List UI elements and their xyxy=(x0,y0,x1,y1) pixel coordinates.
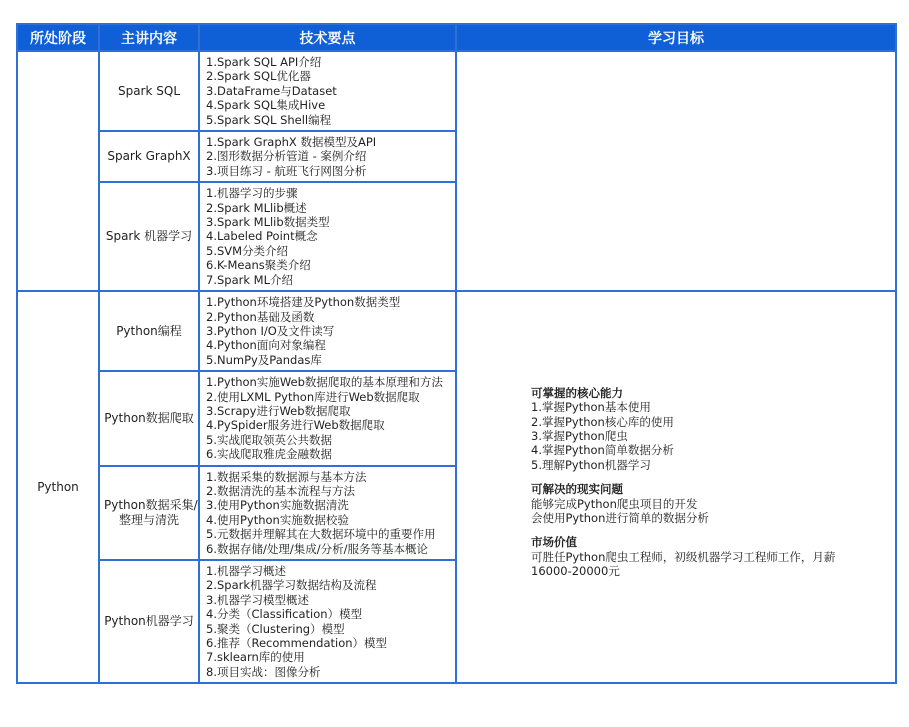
topic-cell xyxy=(99,51,199,131)
point-item: 2.Spark机器学习数据结构及流程 xyxy=(206,578,377,593)
point-item: 1.Spark SQL API介绍 xyxy=(206,55,322,69)
goal-line: 2.掌握Python核心库的使用 xyxy=(531,414,674,429)
topic-title: Python数据采集/ xyxy=(104,498,198,513)
point-item: 3.机器学习模型概述 xyxy=(206,592,309,607)
point-item: 7.Spark ML介绍 xyxy=(206,272,293,287)
topic-cell xyxy=(99,560,199,683)
point-item: 5.SVM分类介绍 xyxy=(206,243,289,258)
point-item: 3.Spark MLlib数据类型 xyxy=(206,215,330,230)
points-cell xyxy=(199,560,456,683)
point-item: 2.数据清洗的基本流程与方法 xyxy=(206,483,355,498)
point-item: 3.Scrapy进行Web数据爬取 xyxy=(206,403,351,418)
topic-title: Spark 机器学习 xyxy=(105,229,193,244)
goal-section xyxy=(531,386,895,472)
point-item: 1.Python环境搭建及Python数据类型 xyxy=(206,295,401,310)
point-item: 5.NumPy及Pandas库 xyxy=(206,352,322,367)
point-item: 4.使用Python实施数据校验 xyxy=(206,512,349,527)
point-item: 6.实战爬取雅虎金融数据 xyxy=(206,447,332,462)
point-item: 5.实战爬取领英公共数据 xyxy=(206,432,332,447)
point-item: 6.数据存储/处理/集成/分析/服务等基本概论 xyxy=(206,541,428,556)
table-body xyxy=(17,51,896,683)
point-item: 2.Spark SQL优化器 xyxy=(206,69,311,84)
topic-title: Python数据爬取 xyxy=(104,411,194,426)
points-cell xyxy=(199,371,456,465)
point-item: 8.项目实战：图像分析 xyxy=(206,664,321,679)
point-item: 3.Python I/O及文件读写 xyxy=(206,323,335,338)
point-item: 6.推荐（Recommendation）模型 xyxy=(206,636,388,651)
point-item: 2.Python基础及函数 xyxy=(206,309,315,324)
point-item: 1.机器学习概述 xyxy=(206,564,286,578)
point-item: 1.Spark GraphX 数据模型及API xyxy=(206,135,377,150)
goal-title: 可掌握的核心能力 xyxy=(531,385,623,400)
point-item: 6.K-Means聚类介绍 xyxy=(206,258,311,273)
goal-title: 可解决的现实问题 xyxy=(531,482,623,497)
point-item: 5.聚类（Clustering）模型 xyxy=(206,621,345,636)
point-item: 4.PySpider服务进行Web数据爬取 xyxy=(206,418,385,433)
header-points: 技术要点 xyxy=(199,24,456,51)
curriculum-table xyxy=(16,23,897,684)
point-item: 3.DataFrame与Dataset xyxy=(206,83,337,98)
topic-cell xyxy=(99,131,199,182)
point-item: 3.使用Python实施数据清洗 xyxy=(206,498,349,513)
topic-title: 整理与清洗 xyxy=(118,512,179,527)
points-cell xyxy=(199,131,456,182)
point-item: 2.Spark MLlib概述 xyxy=(206,200,307,215)
point-item: 3.项目练习 - 航班飞行网图分析 xyxy=(206,163,367,178)
point-item: 5.元数据并理解其在大数据环境中的重要作用 xyxy=(206,527,436,542)
point-item: 5.Spark SQL Shell编程 xyxy=(206,112,332,127)
topic-cell xyxy=(99,371,199,465)
goal-title: 市场价值 xyxy=(531,535,577,550)
goal-section xyxy=(531,482,895,525)
point-item: 4.Python面向对象编程 xyxy=(206,338,326,353)
topic-cell xyxy=(99,182,199,291)
point-item: 4.Labeled Point概念 xyxy=(206,229,318,244)
points-cell xyxy=(199,291,456,371)
topic-title: Spark GraphX xyxy=(107,149,191,164)
goal-line: 1.掌握Python基本使用 xyxy=(531,400,651,415)
points-cell xyxy=(199,182,456,291)
header-topic: 主讲内容 xyxy=(99,24,199,51)
topic-title: Spark SQL xyxy=(117,83,181,98)
goal-line: 可胜任Python爬虫工程师，初级机器学习工程师工作，月薪 xyxy=(531,549,836,564)
point-item: 4.Spark SQL集成Hive xyxy=(206,98,326,113)
goal-line: 会使用Python进行简单的数据分析 xyxy=(531,510,709,525)
goals-cell xyxy=(456,51,896,291)
goals-cell xyxy=(456,291,896,683)
goal-section xyxy=(531,535,895,578)
stage-cell: Python xyxy=(17,291,99,683)
topic-cell xyxy=(99,291,199,371)
point-item: 1.机器学习的步骤 xyxy=(206,186,298,201)
goal-line: 3.掌握Python爬虫 xyxy=(531,428,628,443)
goal-line: 5.理解Python机器学习 xyxy=(531,457,651,472)
goal-line: 4.掌握Python简单数据分析 xyxy=(531,443,674,458)
table-row xyxy=(17,291,896,371)
point-item: 7.sklearn库的使用 xyxy=(206,650,305,665)
header-goals: 学习目标 xyxy=(456,24,896,51)
goal-line: 16000-20000元 xyxy=(531,564,620,579)
topic-title: Python编程 xyxy=(116,323,182,338)
point-item: 1.Python实施Web数据爬取的基本原理和方法 xyxy=(206,375,443,390)
point-item: 2.使用LXML Python库进行Web数据爬取 xyxy=(206,389,420,404)
topic-title: Python机器学习 xyxy=(104,614,194,629)
header-row xyxy=(17,24,896,51)
topic-cell xyxy=(99,466,199,560)
stage-cell xyxy=(17,51,99,291)
table-row xyxy=(17,51,896,131)
point-item: 4.分类（Classification）模型 xyxy=(206,607,363,622)
header-stage: 所处阶段 xyxy=(17,24,99,51)
point-item: 2.图形数据分析管道 - 案例介绍 xyxy=(206,149,367,164)
goal-line: 能够完成Python爬虫项目的开发 xyxy=(531,496,698,511)
points-cell xyxy=(199,466,456,560)
points-cell xyxy=(199,51,456,131)
point-item: 1.数据采集的数据源与基本方法 xyxy=(206,469,367,484)
